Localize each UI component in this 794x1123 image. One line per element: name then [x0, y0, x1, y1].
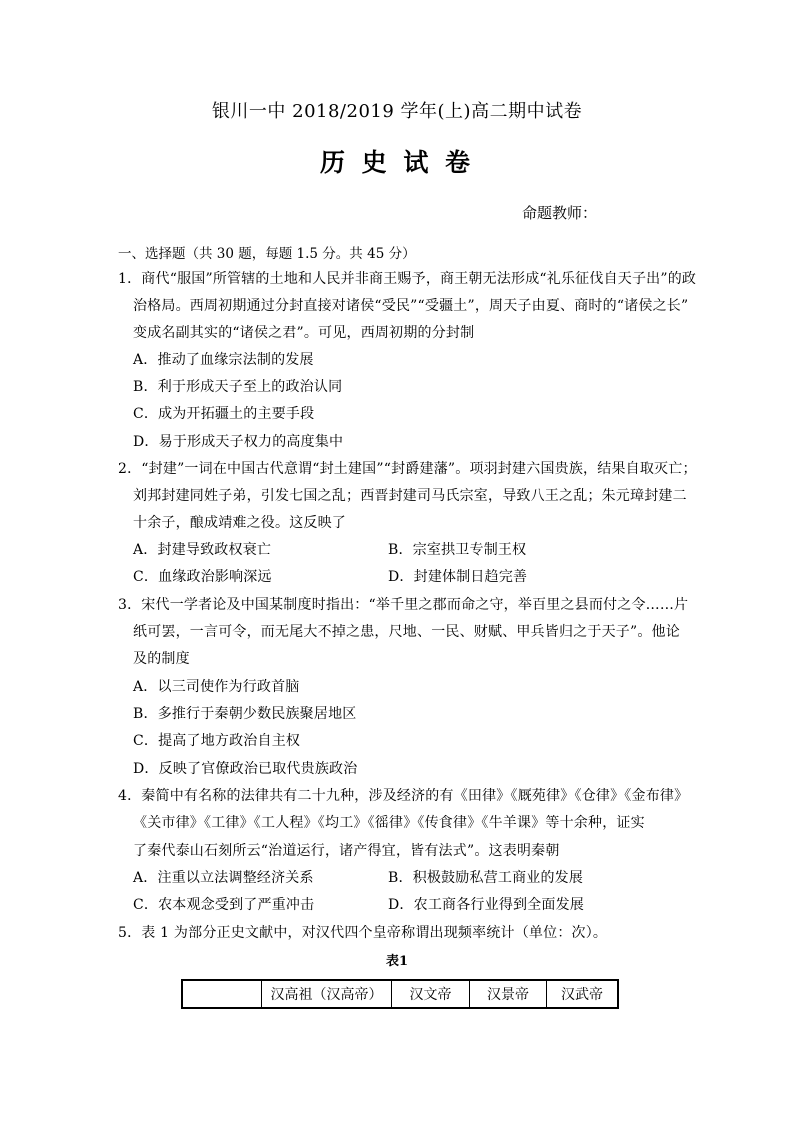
question-2-option-c: C．血缘政治影响深远 — [133, 569, 272, 585]
question-3-option-b: B．多推行于秦朝少数民族聚居地区 — [133, 706, 357, 722]
question-1-option-b: B．利于形成天子至上的政治认同 — [133, 379, 343, 395]
question-1-option-a: A．推动了血缘宗法制的发展 — [133, 352, 314, 368]
table-header-cell: 汉高祖（汉高帝） — [262, 980, 392, 1008]
question-4-option-d: D．农工商各行业得到全面发展 — [388, 897, 585, 913]
question-1-line-2: 治格局。西周初期通过分封直接对诸侯“受民”“受疆土”，周天子由夏、商时的“诸侯之长” — [133, 298, 689, 314]
section-title: 一、选择题（共 30 题，每题 1.5 分。共 45 分） — [118, 246, 416, 262]
question-1-option-d: D．易于形成天子权力的高度集中 — [133, 434, 344, 450]
question-4-line-3: 了秦代泰山石刻所云“治道运行，诸产得宜，皆有法式”。这表明秦朝 — [133, 843, 560, 859]
question-2-line-3: 十余子，酿成靖难之役。这反映了 — [133, 515, 346, 531]
question-5-line-1: 5．表 1 为部分正史文献中，对汉代四个皇帝称谓出现频率统计（单位：次）。 — [118, 925, 608, 941]
table-header-cell — [182, 980, 262, 1008]
question-2-option-d: D．封建体制日趋完善 — [388, 569, 528, 585]
table-header-cell: 汉文帝 — [392, 980, 470, 1008]
question-2-line-2: 刘邦封建同姓子弟，引发七国之乱；西晋封建司马氏宗室，导致八王之乱；朱元璋封建二 — [133, 488, 687, 504]
question-3-option-d: D．反映了官僚政治已取代贵族政治 — [133, 761, 358, 777]
question-3-option-c: C．提高了地方政治自主权 — [133, 733, 301, 749]
question-2-option-b: B．宗室拱卫专制王权 — [388, 542, 527, 558]
frequency-table — [181, 979, 619, 1009]
question-3-line-1: 3．宋代一学者论及中国某制度时指出：“举千里之郡而命之守，举百里之县而付之令……片 — [118, 597, 689, 613]
table-header-cell: 汉景帝 — [470, 980, 547, 1008]
subject-title: 历 史 试 卷 — [319, 148, 475, 177]
question-4-option-b: B．积极鼓励私营工商业的发展 — [388, 870, 584, 886]
question-4-line-2: 《关市律》《工律》《工人程》《均工》《徭律》《传食律》《牛羊课》等十余种，证实 — [133, 815, 645, 831]
question-1-line-3: 变成名副其实的“诸侯之君”。可见，西周初期的分封制 — [133, 325, 475, 341]
table-header-cell: 汉武帝 — [547, 980, 619, 1008]
table-header-row — [182, 980, 618, 1008]
question-2-option-a: A．封建导致政权衰亡 — [133, 542, 272, 558]
question-3-option-a: A．以三司使作为行政首脑 — [133, 679, 300, 695]
question-1-line-1: 1．商代“服国”所管辖的土地和人民并非商王赐予，商王朝无法形成“礼乐征伐自天子出”的政 — [118, 271, 697, 287]
question-1-option-c: C．成为开拓疆土的主要手段 — [133, 406, 315, 422]
question-4-option-a: A．注重以立法调整经济关系 — [133, 870, 314, 886]
question-3-line-2: 纸可罢，一言可令，而无尾大不掉之患，尺地、一民、财赋、甲兵皆归之于天子”。他论 — [133, 624, 680, 640]
question-4-option-c: C．农本观念受到了严重冲击 — [133, 897, 315, 913]
question-3-line-3: 及的制度 — [133, 651, 190, 667]
question-4-line-1: 4．秦简中有名称的法律共有二十九种，涉及经济的有《田律》《厩苑律》《仓律》《金布律》 — [118, 788, 689, 804]
question-2-line-1: 2．“封建”一词在中国古代意谓“封土建国”“封爵建藩”。项羽封建六国贵族，结果自取灭亡； — [118, 461, 697, 477]
author-label: 命题教师： — [522, 204, 598, 222]
school-title: 银川一中 2018/2019 学年(上)高二期中试卷 — [211, 101, 583, 122]
table-caption: 表1 — [385, 954, 409, 969]
